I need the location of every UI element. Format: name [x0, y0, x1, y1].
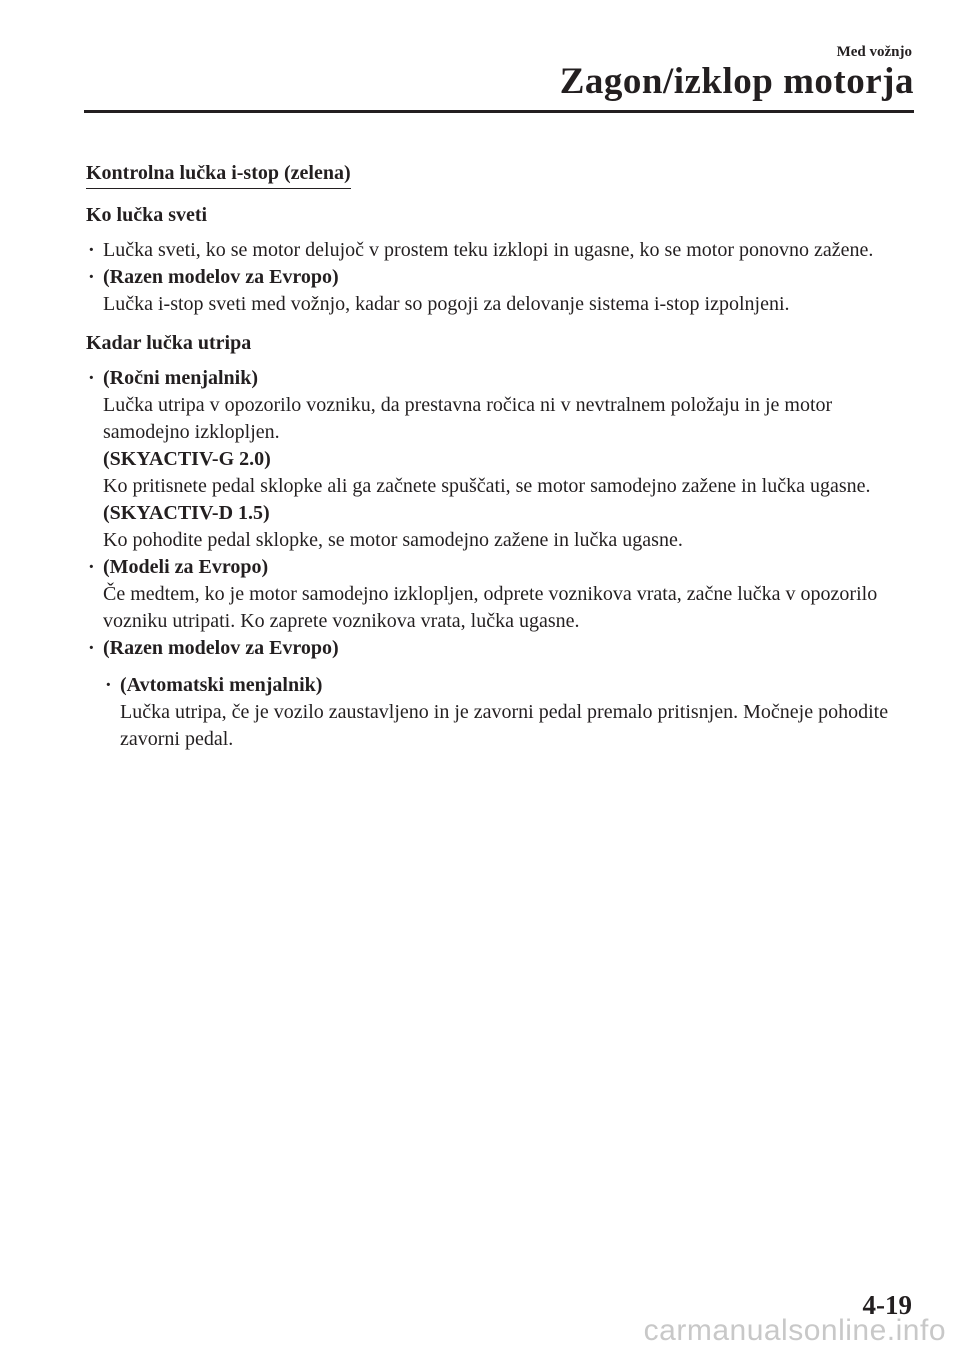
watermark: carmanualsonline.info: [643, 1314, 946, 1347]
list-on: [86, 237, 910, 318]
item-text: Ko pohodite pedal sklopke, se motor samodejno zažene in lučka ugasne.: [103, 529, 683, 551]
item-label: · (Avtomatski menjalnik): [120, 674, 323, 696]
item-label: (SKYACTIV-D 1.5): [103, 502, 270, 524]
list-item: [86, 237, 910, 264]
content: [86, 160, 910, 753]
nested-list: [103, 672, 910, 753]
page-title: Zagon/izklop motorja: [559, 61, 914, 102]
item-text: Lučka sveti, ko se motor delujoč v prostem teku izklopi in ugasne, ko se motor ponovno zažene.: [103, 239, 874, 261]
item-label: · (Modeli za Evropo): [103, 556, 269, 578]
section-title: Kontrolna lučka i-stop (zelena): [86, 160, 351, 189]
item-text: Lučka i-stop sveti med vožnjo, kadar so pogoji za delovanje sistema i-stop izpolnjeni.: [103, 293, 790, 315]
list-item: [86, 264, 910, 318]
item-text: Ko pritisnete pedal sklopke ali ga začnete spuščati, se motor samodejno zažene in lučka ugasne.: [103, 475, 871, 497]
item-label: · (Razen modelov za Evropo): [103, 637, 339, 659]
item-text: Lučka utripa, če je vozilo zaustavljeno in je zavorni pedal premalo pritisnjen. Močneje pohodite zavorni pedal.: [120, 701, 889, 750]
item-text: Lučka utripa v opozorilo vozniku, da prestavna ročica ni v nevtralnem položaju in je motor samodejno izklopljen.: [103, 394, 833, 443]
item-label: · (Ročni menjalnik): [103, 367, 258, 389]
header-section-label: Med vožnjo: [836, 44, 912, 60]
list-item: [86, 365, 910, 554]
list-item: [86, 635, 910, 753]
sub-heading-blink: Kadar lučka utripa: [86, 332, 252, 354]
page-number: 4-19: [862, 1290, 912, 1320]
sub-heading-on: Ko lučka sveti: [86, 204, 208, 226]
list-item: [86, 554, 910, 635]
list-item: [103, 672, 910, 753]
item-text: Če medtem, ko je motor samodejno izklopljen, odprete voznikova vrata, začne lučka v opozorilo vozniku utripati. Ko zaprete voznikova vrata, lučka ugasne.: [103, 583, 878, 632]
item-label: · (Razen modelov za Evropo): [103, 266, 339, 288]
item-label: (SKYACTIV-G 2.0): [103, 448, 271, 470]
list-blink: [86, 365, 910, 753]
header-rule: [84, 110, 914, 113]
